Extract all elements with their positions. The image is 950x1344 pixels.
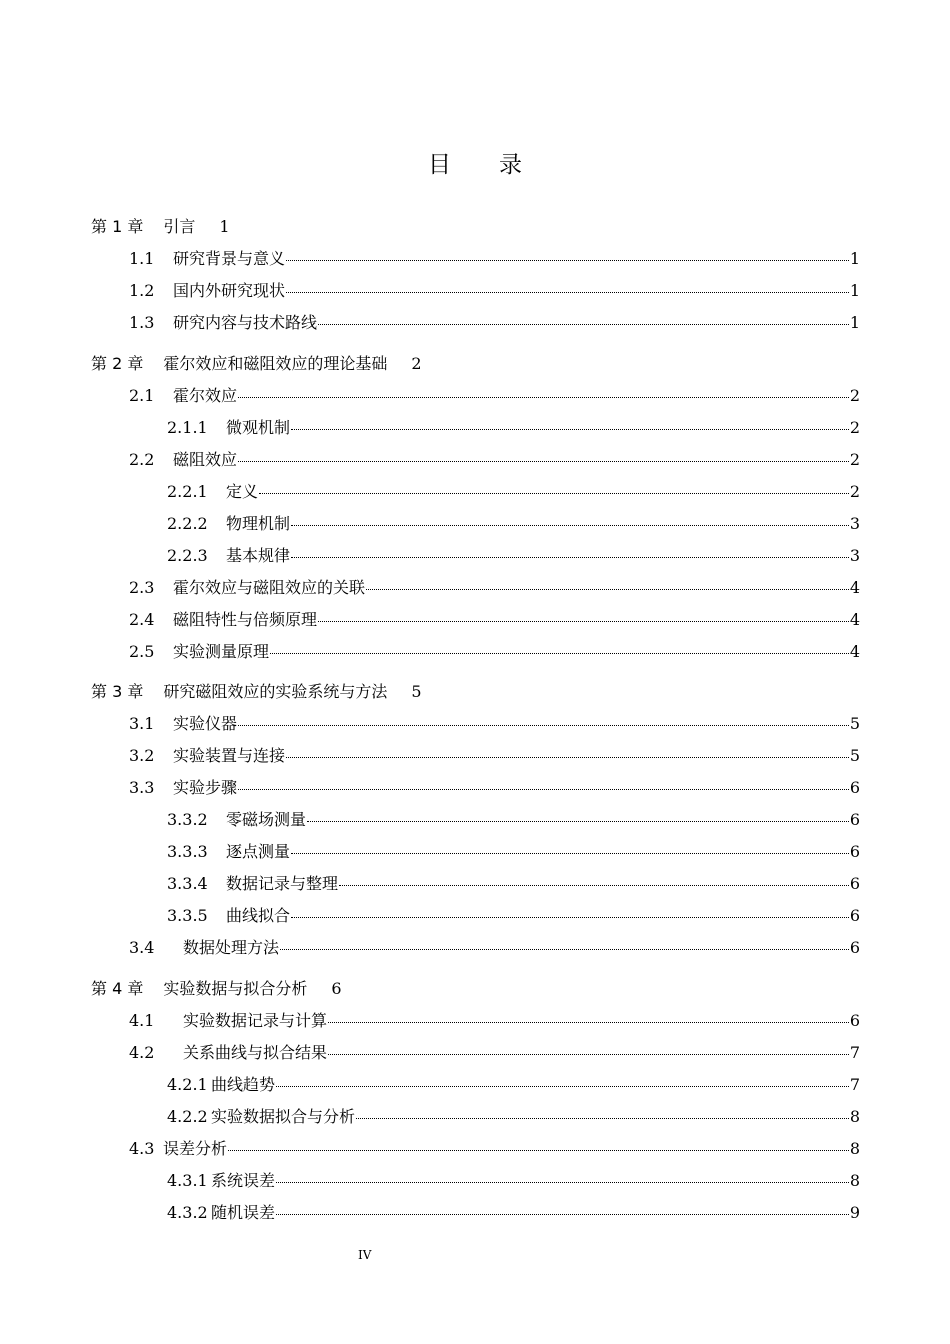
entry-page: 7 [849,1043,860,1062]
dot-leader [286,757,849,758]
dot-leader [238,789,849,790]
dot-leader [286,292,849,293]
toc-entry[interactable] [129,1137,860,1161]
toc-entry[interactable] [167,872,860,896]
dot-leader [318,621,849,622]
dot-leader [286,260,849,261]
dot-leader [276,1214,849,1215]
dot-leader [238,397,849,398]
entry-page: 4 [849,642,860,661]
entry-title: 霍尔效应 [173,386,238,405]
toc-entry[interactable] [129,247,860,271]
toc-entry[interactable] [167,904,860,928]
entry-page: 3 [849,514,860,533]
entry-number: 2.4 [129,610,155,629]
entry-title: 微观机制 [226,418,291,437]
entry-page: 8 [849,1171,860,1190]
entry-title: 系统误差 [211,1171,276,1190]
toc-entry[interactable] [129,776,860,800]
entry-number: 4.3.1 [167,1171,208,1190]
entry-page: 6 [849,938,860,957]
toc-chapter[interactable] [91,977,342,1001]
entry-page: 4 [849,578,860,597]
entry-number: 2.2 [129,450,155,469]
entry-title: 实验仪器 [173,714,238,733]
entry-number: 3.2 [129,746,155,765]
dot-leader [291,525,849,526]
entry-title: 实验测量原理 [173,642,270,661]
toc-entry[interactable] [167,416,860,440]
entry-title: 国内外研究现状 [173,281,286,300]
entry-number: 2.5 [129,642,155,661]
entry-number: 2.2.1 [167,482,208,501]
toc-entry[interactable] [167,1169,860,1193]
entry-title: 研究内容与技术路线 [173,313,318,332]
entry-number: 1.3 [129,313,155,332]
dot-leader [328,1022,849,1023]
toc-entry[interactable] [129,608,860,632]
entry-page: 7 [849,1075,860,1094]
entry-page: 2 [849,418,860,437]
dot-leader [238,461,849,462]
entry-page: 4 [849,610,860,629]
entry-number: 3.3.2 [167,810,208,829]
entry-page: 8 [849,1139,860,1158]
entry-number: 3.3.5 [167,906,208,925]
entry-title: 逐点测量 [226,842,291,861]
entry-page: 5 [849,714,860,733]
dot-leader [228,1150,849,1151]
toc-entry[interactable] [167,1105,860,1129]
entry-title: 曲线趋势 [211,1075,276,1094]
entry-title: 零磁场测量 [226,810,307,829]
entry-page: 6 [849,778,860,797]
entry-number: 1.1 [129,249,155,268]
toc-entry[interactable] [129,576,860,600]
chapter-page: 2 [411,354,422,373]
entry-number: 3.3.4 [167,874,208,893]
chapter-page: 6 [331,979,342,998]
toc-entry[interactable] [167,840,860,864]
dot-leader [356,1118,849,1119]
chapter-number: 第 1 章 [91,217,144,236]
entry-title: 曲线拟合 [226,906,291,925]
entry-title: 物理机制 [226,514,291,533]
dot-leader [366,589,849,590]
entry-page: 3 [849,546,860,565]
entry-page: 2 [849,386,860,405]
chapter-title: 实验数据与拟合分析 [163,979,308,998]
toc-entry[interactable] [129,936,860,960]
entry-page: 2 [849,482,860,501]
dot-leader [280,949,849,950]
entry-number: 4.3 [129,1139,155,1158]
toc-entry[interactable] [129,744,860,768]
chapter-title: 引言 [163,217,196,236]
dot-leader [307,821,849,822]
entry-title: 霍尔效应与磁阻效应的关联 [173,578,366,597]
dot-leader [291,429,849,430]
dot-leader [328,1054,849,1055]
toc-entry[interactable] [129,640,860,664]
toc-entry[interactable] [167,1073,860,1097]
toc-entry[interactable] [129,279,860,303]
entry-title: 实验数据拟合与分析 [211,1107,356,1126]
dot-leader [291,917,849,918]
chapter-title: 研究磁阻效应的实验系统与方法 [163,682,388,701]
entry-title: 数据处理方法 [183,938,280,957]
title-char-2: 录 [499,152,522,178]
entry-number: 3.3.3 [167,842,208,861]
entry-title: 磁阻特性与倍频原理 [173,610,318,629]
dot-leader [291,557,849,558]
entry-page: 6 [849,874,860,893]
entry-number: 4.2.1 [167,1075,208,1094]
page-title [0,146,950,179]
entry-title: 随机误差 [211,1203,276,1222]
toc-entry[interactable] [167,544,860,568]
entry-title: 研究背景与意义 [173,249,286,268]
toc-entry[interactable] [129,448,860,472]
dot-leader [339,885,849,886]
entry-title: 磁阻效应 [173,450,238,469]
entry-page: 1 [849,281,860,300]
entry-title: 关系曲线与拟合结果 [183,1043,328,1062]
toc-entry[interactable] [129,1041,860,1065]
page-number: IV [358,1248,372,1262]
entry-number: 4.1 [129,1011,155,1030]
toc-entry[interactable] [167,480,860,504]
toc-entry[interactable] [167,512,860,536]
toc-entry[interactable] [167,808,860,832]
chapter-number: 第 4 章 [91,979,144,998]
dot-leader [259,493,849,494]
entry-page: 6 [849,810,860,829]
entry-title: 实验数据记录与计算 [183,1011,328,1030]
entry-title: 基本规律 [226,546,291,565]
toc-chapter[interactable] [91,215,230,239]
toc-entry[interactable] [129,1009,860,1033]
entry-number: 3.1 [129,714,155,733]
toc-entry[interactable] [129,311,860,335]
entry-page: 8 [849,1107,860,1126]
entry-number: 2.1.1 [167,418,208,437]
title-char-1: 目 [428,152,451,178]
entry-number: 2.2.2 [167,514,208,533]
toc-entry[interactable] [129,712,860,736]
entry-number: 2.2.3 [167,546,208,565]
entry-title: 实验步骤 [173,778,238,797]
dot-leader [291,853,849,854]
entry-page: 6 [849,906,860,925]
entry-page: 1 [849,313,860,332]
chapter-title: 霍尔效应和磁阻效应的理论基础 [163,354,388,373]
dot-leader [238,725,849,726]
entry-number: 2.3 [129,578,155,597]
chapter-page: 5 [411,682,422,701]
entry-number: 4.2.2 [167,1107,208,1126]
toc-chapter[interactable] [91,680,422,704]
entry-number: 2.1 [129,386,155,405]
dot-leader [318,324,849,325]
entry-title: 定义 [226,482,259,501]
chapter-number: 第 2 章 [91,354,144,373]
dot-leader [270,653,849,654]
entry-page: 6 [849,842,860,861]
entry-title: 实验装置与连接 [173,746,286,765]
entry-number: 4.3.2 [167,1203,208,1222]
chapter-page: 1 [219,217,230,236]
toc-chapter[interactable] [91,352,422,376]
entry-page: 6 [849,1011,860,1030]
entry-page: 2 [849,450,860,469]
entry-number: 3.3 [129,778,155,797]
toc-entry[interactable] [167,1201,860,1225]
entry-title: 数据记录与整理 [226,874,339,893]
toc-entry[interactable] [129,384,860,408]
entry-number: 1.2 [129,281,155,300]
chapter-number: 第 3 章 [91,682,144,701]
entry-page: 9 [849,1203,860,1222]
entry-title: 误差分析 [163,1139,228,1158]
dot-leader [276,1086,849,1087]
entry-number: 4.2 [129,1043,155,1062]
dot-leader [276,1182,849,1183]
entry-number: 3.4 [129,938,155,957]
entry-page: 5 [849,746,860,765]
entry-page: 1 [849,249,860,268]
